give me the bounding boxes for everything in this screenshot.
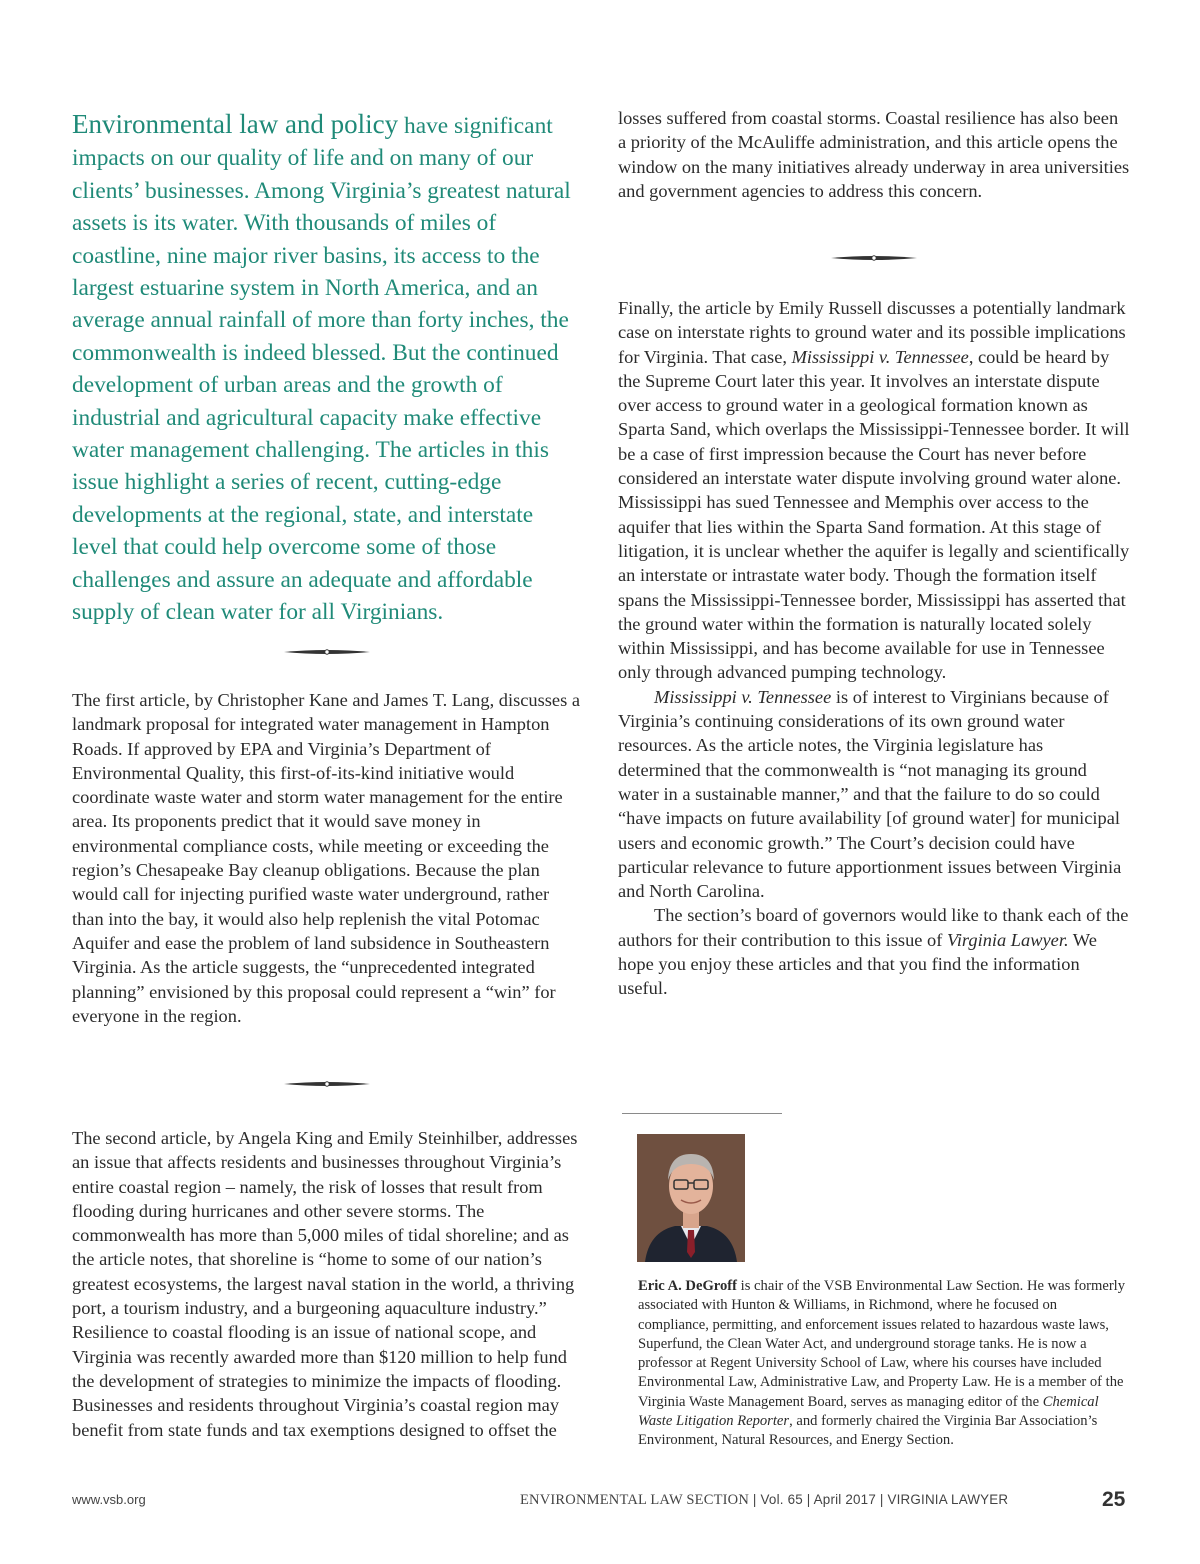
final-article-block	[618, 296, 1130, 1001]
final-article-paragraph-2	[618, 685, 1130, 904]
text-run: is of interest to Virginians because of Virginia’s continuing considerations of its own ground water resources. As the article notes, the Virginia legislature has determined that the commonwealth is “not managing its ground water in a sustainable manner,” and that the failure to do so could “have impacts on future availability [of ground water] for municipal users and economic growth.” The Court’s decision could have particular relevance to future apportionment issues between Virginia and North Carolina.	[618, 686, 1122, 902]
continued-paragraph: losses suffered from coastal storms. Coastal resilience has also been a priority of the McAuliffe administration, and this article opens the window on the many initiatives already underway in area universities and government agencies to address this concern.	[618, 108, 1130, 201]
section-divider-ornament	[72, 644, 582, 660]
section-divider-ornament	[618, 250, 1130, 266]
final-article-paragraph-3	[618, 903, 1130, 1000]
page-number: 25	[1102, 1488, 1126, 1511]
bio-divider	[622, 1113, 782, 1114]
author-bio	[638, 1277, 1126, 1451]
case-name: Mississippi v. Tennessee	[654, 686, 832, 707]
divider-ornament-icon	[282, 1076, 372, 1092]
divider-ornament-icon	[829, 250, 919, 266]
first-article-paragraph: The first article, by Christopher Kane and James T. Lang, discusses a landmark proposal for integrated water management in Hampton Roads. If approved by EPA and Virginia’s Department of Environmental Quality, this first-of-its-kind initiative would coordinate waste water and storm water management for the entire area. Its proponents predict that it would save money in environmental compliance costs, while meeting or exceeding the region’s Chesapeake Bay cleanup obligations. Because the plan would call for injecting purified waste water underground, rather than into the bay, it would also help replenish the vital Potomac Aquifer and ease the problem of land subsidence in Southeastern Virginia. As the article suggests, the “unprecedented integrated planning” envisioned by this proposal could represent a “win” for everyone in the region.	[72, 690, 580, 1026]
case-name: Mississippi v. Tennessee	[791, 346, 969, 367]
intro-block	[72, 108, 582, 629]
author-portrait-icon	[637, 1134, 745, 1262]
final-article-paragraph-1	[618, 296, 1130, 685]
text-run: , could be heard by the Supreme Court later this year. It involves an interstate dispute over access to ground water in a geological formation known as Sparta Sand, which overlaps the Mississippi-Tennessee border. It will be a case of first impression because the Court has never before considered an interstate water dispute involving ground water alone. Mississippi has sued Tennessee and Memphis over access to the aquifer that lies within the Sparta Sand formation. At this stage of litigation, it is unclear whether the aquifer is legally and scientifically an interstate or intrastate water body. Though the formation itself spans the Mississippi-Tennessee border, Mississippi has asserted that the ground water within the formation is naturally located solely within Mississippi, and has become available for use in Tennessee only through advanced pumping technology.	[618, 346, 1130, 683]
publication-name: Virginia Lawyer.	[946, 929, 1069, 950]
author-photo	[637, 1134, 745, 1262]
second-article-paragraph: The second article, by Angela King and Emily Steinhilber, addresses an issue that affects residents and businesses throughout Virginia’s entire coastal region – namely, the risk of losses that result from flooding during hurricanes and other severe storms. The commonwealth has more than 5,000 miles of tidal shoreline; and as the article notes, that shoreline is “home to some of our nation’s greatest ecosystems, the largest naval station in the world, a thriving port, a tourism industry, and a burgeoning aquaculture industry.” Resilience to coastal flooding is an issue of national scope, and Virginia was recently awarded more than $120 million to help fund the development of strategies to minimize the impacts of flooding. Businesses and residents throughout Virginia’s coastal region may benefit from state funds and tax exemptions designed to offset the	[72, 1128, 578, 1440]
footer-issue: | Vol. 65 | April 2017 | VIRGINIA LAWYER	[749, 1492, 1009, 1507]
divider-ornament-icon	[282, 644, 372, 660]
text-run: We hope you enjoy these articles and that you find the information useful.	[618, 929, 1097, 999]
text-run: is chair of the VSB Environmental Law Section. He was formerly associated with Hunton & Williams, in Richmond, where he focused on compliance, permitting, and enforcement issues related to hazardous waste laws, Superfund, the Clean Water Act, and underground storage tanks. He is now a professor at Regent University School of Law, where his courses have included Environmental Law, Administrative Law, and Property Law. He is a member of the Virginia Waste Management Board, serves as managing editor of the	[638, 1278, 1126, 1410]
publication-name: Chemical Waste Litigation Reporter	[638, 1393, 1099, 1430]
section-divider-ornament	[72, 1076, 582, 1092]
intro-paragraph	[72, 108, 582, 629]
footer-website[interactable]: www.vsb.org	[72, 1492, 146, 1507]
author-name: Eric A. DeGroff	[638, 1278, 738, 1294]
text-run: The section’s board of governors would like to thank each of the authors for their contribution to this issue of	[618, 905, 1129, 950]
footer-running-title	[520, 1492, 1008, 1509]
footer-section: ENVIRONMENTAL LAW SECTION	[520, 1492, 750, 1508]
intro-lead: Environmental law and policy	[72, 109, 399, 139]
text-run: Finally, the article by Emily Russell discusses a potentially landmark case on interstate rights to ground water and its possible implications for Virginia. That case,	[618, 298, 1126, 367]
text-run: , and formerly chaired the Virginia Bar Association’s Environment, Natural Resources, and Energy Section.	[638, 1413, 1098, 1449]
intro-rest: have significant impacts on our quality of life and on many of our clients’ businesses. Among Virginia’s greatest natural assets is its water. With thousands of miles of coastline, nine major river basins, its access to the largest estuarine system in North America, and an average annual rainfall of more than forty inches, the commonwealth is indeed blessed. But the continued development of urban areas and the growth of industrial and agricultural capacity make effective water management challenging. The articles in this issue highlight a series of recent, cutting-edge developments at the regional, state, and interstate level that could help overcome some of those challenges and assure an adequate and affordable supply of clean water for all Virginians.	[72, 113, 571, 626]
